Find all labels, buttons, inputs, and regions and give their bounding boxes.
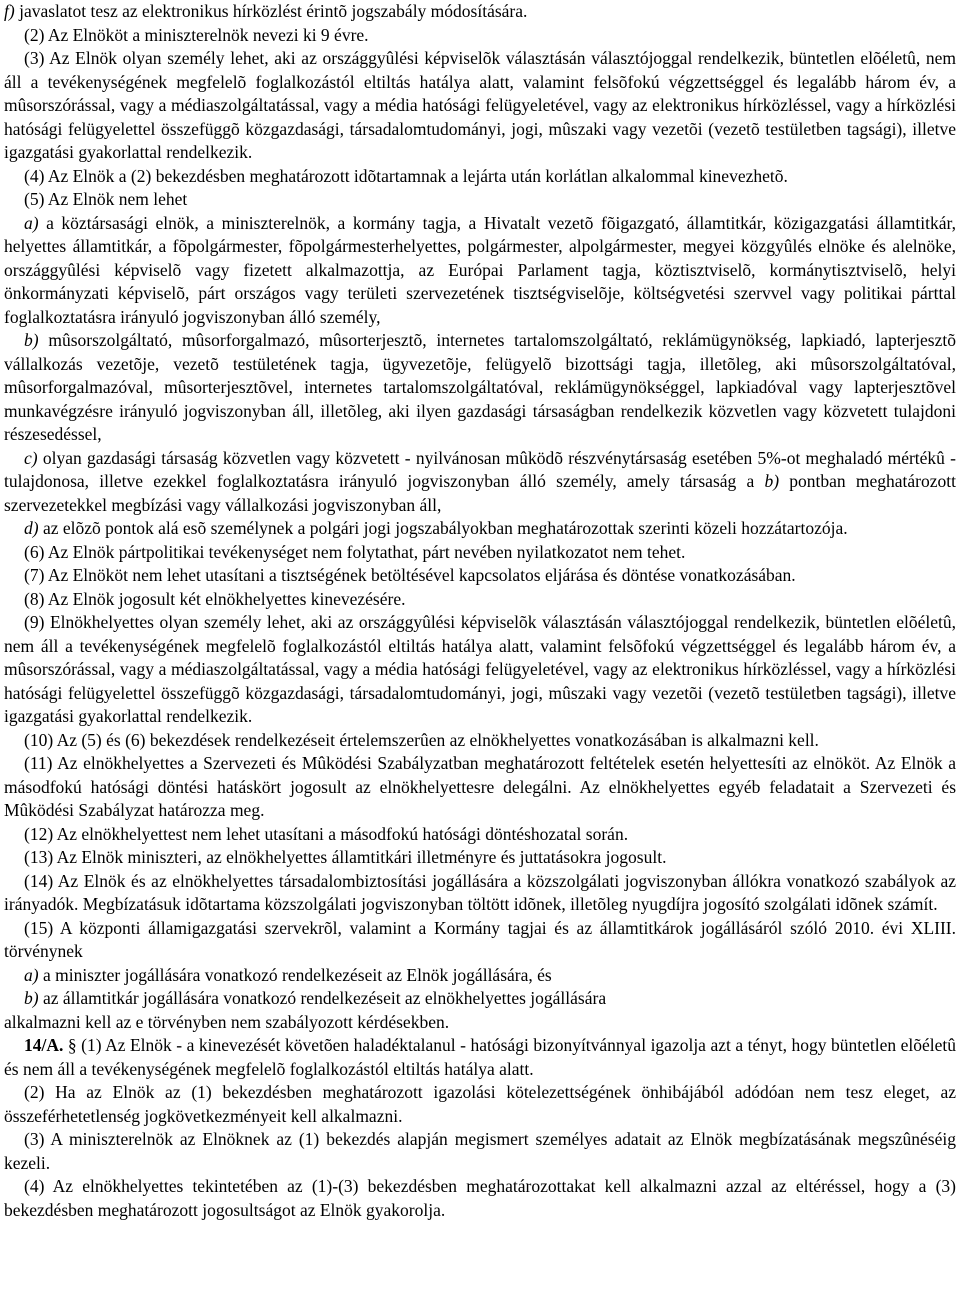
paragraph-text: javaslatot tesz az elektronikus hírközlést érintõ jogszabály módosítására. [14, 1, 528, 21]
section-14a-paragraph-2: (2) Ha az Elnök az (1) bekezdésben meghatározott igazolási kötelezettségének önhibájából adódóan nem tesz eleget, az összeférhetetlenség jogkövetkezményeit kell alkalmazni. [4, 1082, 956, 1126]
paragraph-11: (11) Az elnökhelyettes a Szervezeti és Mûködési Szabályzatban meghatározott feltételek esetén helyettesíti az elnököt. Az Elnök a másodfokú hatósági döntési hatáskört jogosult az elnökhelyettesre delegálni. Az elnökhelyettes egyéb feladatait a Szervezeti és Mûködési Szabályzat határozza meg. [4, 753, 956, 820]
paragraph-5: (5) Az Elnök nem lehet [24, 189, 188, 209]
point-text: az elõzõ pontok alá esõ személynek a polgári jogi jogszabályokban meghatározottak szerinti közeli hozzátartozója. [38, 518, 848, 538]
paragraph-13: (13) Az Elnök miniszteri, az elnökhelyettes államtitkári illetményre és juttatásokra jogosult. [24, 847, 667, 867]
point-text: a miniszter jogállására vonatkozó rendelkezéseit az Elnök jogállására, és [38, 964, 552, 985]
paragraph-15: (15) A központi államigazgatási szervekrõl, valamint a Kormány tagjai és az államtitkárok jogállásáról szóló 2010. évi XLIII. törvénynek [4, 917, 956, 961]
section-14a-paragraph-1 [4, 1034, 956, 1081]
paragraph-4: (4) Az Elnök a (2) bekezdésben meghatározott idõtartamnak a lejárta után korlátlan alkalommal kinevezhetõ. [24, 165, 788, 186]
paragraph-f [4, 0, 956, 24]
point-text: olyan gazdasági társaság közvetlen vagy közvetett - nyilvánosan mûködõ részvénytársaság esetében 5%-ot meghaladó mértékû - tulajdonosa, illetve ezekkel foglalkoztatásra irányuló jogviszonyban álló személy, amely társaság a [4, 447, 956, 491]
point-text: az államtitkár jogállására vonatkozó rendelkezéseit az elnökhelyettes jogállására [38, 988, 607, 1008]
point-text: mûsorszolgáltató, mûsorforgalmazó, mûsorterjesztõ, internetes tartalomszolgáltató, reklámügynökség, lapkiadó, lapterjesztõ vállalkozás vezetõje, vezetõ testületének tagja, ügyvezetõje, felügyelõ bizottsági tagja, illetõleg, aki mûsorszolgáltatóval, mûsorforgalmazóval, mûsorterjesztõvel, internetes tartalomszolgáltatóval, reklámügynökséggel, lapkiadóval vagy lapterjesztõvel munkavégzésre irányuló jogviszonyban áll, illetõleg, aki ilyen gazdasági társaságban rendelkezik közvetlen vagy közvetett tulajdoni részesedéssel, [4, 330, 956, 444]
paragraph-14: (14) Az Elnök és az elnökhelyettes társadalombiztosítási jogállására a közszolgálati jogviszonyban állókra vonatkozó szabályok az irányadók. Megbízatásuk idõtartama közszolgálati jogviszonyban töltött idõnek, illetõleg nyugdíjra jogosító szolgálati idõnek számít. [4, 870, 956, 914]
paragraph-10: (10) Az (5) és (6) bekezdések rendelkezéseit értelemszerûen az elnökhelyettes vonatkozásában is alkalmazni kell. [24, 729, 819, 750]
paragraph-9: (9) Elnökhelyettes olyan személy lehet, aki az országgyûlési képviselõk választásán választójoggal rendelkezik, büntetlen elõéletû, nem áll a tevékenységének megfelelõ foglalkozástól eltiltás hatálya alatt, valamint felsõfokú végzettséggel és legalább három év, a mûsorszórással, vagy a médiaszolgáltatással, vagy a média hatósági felügyeletével, vagy az elektronikus hírközléssel, vagy a hírközlési hatósági felügyelettel összefüggõ közgazdasági, társadalomtudományi, jogi, mûszaki vagy vezetõi (vezetõ testületben tagsági), illetve igazgatási gyakorlattal rendelkezik. [4, 612, 956, 726]
section-14a-paragraph-4: (4) Az elnökhelyettes tekintetében az (1)-(3) bekezdésben meghatározottakat kell alkalmazni azzal az eltéréssel, hogy a (3) bekezdésben meghatározott jogosultságot az Elnök gyakorolja. [4, 1176, 956, 1220]
point-reference: b) [764, 471, 780, 491]
point-label: b) [24, 988, 39, 1008]
point-15-a [4, 964, 956, 988]
point-label: f) [4, 1, 15, 21]
paragraph-15-closing: alkalmazni kell az e törvényben nem szabályozott kérdésekben. [4, 1011, 450, 1032]
point-label: b) [24, 330, 39, 350]
point-label: d) [24, 518, 39, 538]
point-text-tail: pontban meghatározott szervezetekkel megbízási vagy vállalkozási jogviszonyban áll, [4, 471, 956, 515]
point-a [4, 212, 956, 330]
paragraph-2: (2) Az Elnököt a miniszterelnök nevezi ki 9 évre. [24, 24, 369, 45]
paragraph-12: (12) Az elnökhelyettest nem lehet utasítani a másodfokú hatósági döntéshozatal során. [24, 823, 629, 844]
section-number: 14/A. [24, 1035, 64, 1055]
paragraph-text: § (1) Az Elnök - a kinevezését követõen haladéktalanul - hatósági bizonyítvánnyal igazolja azt a tényt, hogy büntetlen elõéletû és nem áll a tevékenységének megfelelõ foglalkozástól eltiltás hatálya alatt. [4, 1035, 956, 1079]
paragraph-3: (3) Az Elnök olyan személy lehet, aki az országgyûlési képviselõk választásán választójoggal rendelkezik, büntetlen elõéletû, nem áll a tevékenységének megfelelõ foglalkozástól eltiltás hatálya alatt, valamint felsõfokú végzettséggel és legalább három év, a mûsorszórással, vagy a médiaszolgáltatással, vagy a média hatósági felügyeletével, vagy az elektronikus hírközléssel, vagy a hírközlési hatósági felügyelettel összefüggõ közgazdasági, társadalomtudományi, jogi, mûszaki vagy vezetõi (vezetõ testületben tagsági), illetve igazgatási gyakorlattal rendelkezik. [4, 48, 956, 162]
point-b [4, 329, 956, 447]
point-c [4, 447, 956, 518]
paragraph-7: (7) Az Elnököt nem lehet utasítani a tisztségének betöltésével kapcsolatos eljárása és döntése vonatkozásában. [24, 565, 796, 585]
paragraph-8: (8) Az Elnök jogosult két elnökhelyettes kinevezésére. [24, 588, 406, 609]
point-15-b [4, 987, 956, 1011]
paragraph-6: (6) Az Elnök pártpolitikai tevékenységet nem folytathat, párt nevében nyilatkozatot nem tehet. [24, 541, 686, 562]
point-label: c) [24, 447, 38, 468]
point-label: a) [24, 964, 39, 985]
section-14a-paragraph-3: (3) A miniszterelnök az Elnöknek az (1) bekezdés alapján megismert személyes adatait az Elnök megbízatásának megszûnéséig kezeli. [4, 1129, 956, 1173]
point-text: a köztársasági elnök, a miniszterelnök, a kormány tagja, a Hivatalt vezetõ fõigazgató, államtitkár, közigazgatási államtitkár, helyettes államtitkár, a fõpolgármester, fõpolgármesterhelyettes, polgármester, alpolgármester, megyei közgyûlés elnöke és alelnöke, országgyûlési képviselõ vagy fizetett alkalmazottja, az Európai Parlament tagja, köztisztviselõ, kormánytisztviselõ, helyi önkormányzati képviselõ, párt országos vagy területi szervezetének tisztségviselõje, költségvetési szervvel vagy politikai párttal foglalkoztatásra irányuló jogviszonyban álló személy, [4, 212, 956, 327]
point-label: a) [24, 212, 39, 233]
point-d [4, 517, 956, 541]
